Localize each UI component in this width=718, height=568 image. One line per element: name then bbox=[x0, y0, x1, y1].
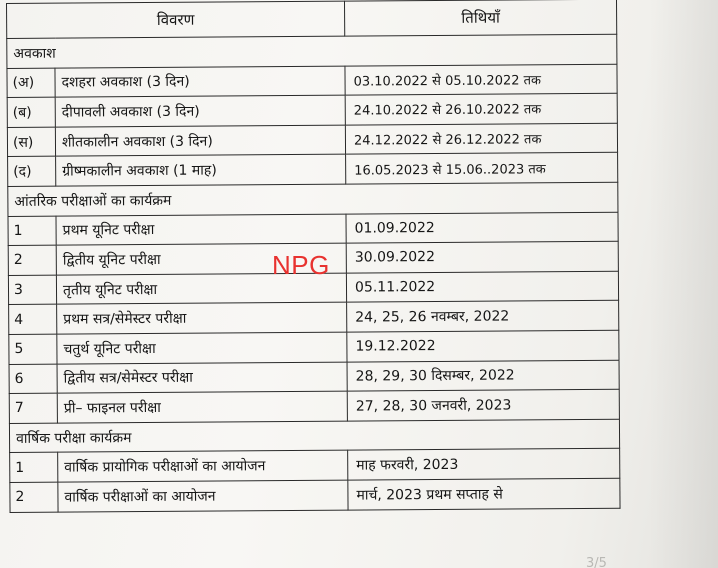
npg-watermark: NPG bbox=[272, 250, 330, 280]
row-date: 03.10.2022 से 05.10.2022 तक bbox=[345, 64, 617, 95]
table-row bbox=[9, 330, 619, 364]
row-number: 7 bbox=[9, 393, 57, 423]
table-row bbox=[10, 449, 620, 483]
row-description: द्वितीय यूनिट परीक्षा bbox=[56, 243, 346, 275]
row-date: 05.11.2022 bbox=[346, 271, 618, 302]
page-counter: 3/5 bbox=[586, 556, 607, 568]
row-date: 01.09.2022 bbox=[346, 212, 618, 243]
row-number: (ब) bbox=[7, 97, 55, 127]
row-date: 27, 28, 30 जनवरी, 2023 bbox=[347, 389, 619, 420]
row-number: 1 bbox=[8, 216, 56, 246]
row-description: दशहरा अवकाश (3 दिन) bbox=[55, 66, 345, 98]
table-row bbox=[9, 301, 619, 335]
row-number: (अ) bbox=[7, 68, 55, 98]
row-date: 30.09.2022 bbox=[346, 241, 618, 272]
row-number: 3 bbox=[8, 275, 56, 305]
row-description: प्रथम सत्र/सेमेस्टर परीक्षा bbox=[57, 302, 347, 334]
row-description: दीपावली अवकाश (3 दिन) bbox=[55, 95, 345, 127]
row-description: द्वितीय सत्र/सेमेस्टर परीक्षा bbox=[57, 362, 347, 394]
row-date: 19.12.2022 bbox=[347, 330, 619, 361]
row-description: शीतकालीन अवकाश (3 दिन) bbox=[55, 125, 345, 157]
table-row bbox=[9, 360, 619, 394]
table-row bbox=[7, 93, 617, 127]
row-description: वार्षिक परीक्षाओं का आयोजन bbox=[58, 480, 348, 512]
row-description: तृतीय यूनिट परीक्षा bbox=[56, 273, 346, 305]
row-description: प्री– फाइनल परीक्षा bbox=[57, 391, 347, 423]
section-holidays bbox=[7, 34, 617, 68]
row-number: 1 bbox=[10, 452, 58, 482]
row-description: ग्रीष्मकालीन अवकाश (1 माह) bbox=[56, 155, 346, 187]
section-title: आंतरिक परीक्षाओं का कार्यक्रम bbox=[8, 182, 618, 216]
table-row bbox=[7, 64, 617, 98]
row-description: चतुर्थ यूनिट परीक्षा bbox=[57, 332, 347, 364]
section-title: अवकाश bbox=[7, 34, 617, 68]
section-internal-exams bbox=[8, 182, 618, 216]
row-date: 24.10.2022 से 26.10.2022 तक bbox=[345, 93, 617, 124]
table-row bbox=[10, 478, 620, 512]
table-row bbox=[8, 212, 618, 246]
header-row bbox=[7, 0, 617, 38]
table-row bbox=[8, 153, 618, 187]
table-row bbox=[9, 389, 619, 423]
section-annual-exams bbox=[9, 419, 619, 453]
row-number: 2 bbox=[10, 482, 58, 512]
row-number: 6 bbox=[9, 364, 57, 394]
row-date: 28, 29, 30 दिसम्बर, 2022 bbox=[347, 360, 619, 391]
row-number: 2 bbox=[8, 245, 56, 275]
row-date: मार्च, 2023 प्रथम सप्ताह से bbox=[348, 478, 620, 509]
row-date: 24, 25, 26 नवम्बर, 2022 bbox=[347, 301, 619, 332]
row-number: (स) bbox=[7, 127, 55, 157]
row-description: वार्षिक प्रायोगिक परीक्षाओं का आयोजन bbox=[58, 450, 348, 482]
row-number: 5 bbox=[9, 334, 57, 364]
row-date: 16.05.2023 से 15.06..2023 तक bbox=[346, 153, 618, 184]
page-edge-shadow bbox=[648, 0, 718, 568]
section-title: वार्षिक परीक्षा कार्यक्रम bbox=[9, 419, 619, 453]
header-dates: तिथियाँ bbox=[345, 0, 617, 36]
row-number: (द) bbox=[8, 157, 56, 187]
row-date: माह फरवरी, 2023 bbox=[348, 449, 620, 480]
header-description: विवरण bbox=[7, 1, 345, 38]
table-row bbox=[7, 123, 617, 157]
row-date: 24.12.2022 से 26.12.2022 तक bbox=[345, 123, 617, 154]
row-number: 4 bbox=[9, 304, 57, 334]
row-description: प्रथम यूनिट परीक्षा bbox=[56, 214, 346, 246]
